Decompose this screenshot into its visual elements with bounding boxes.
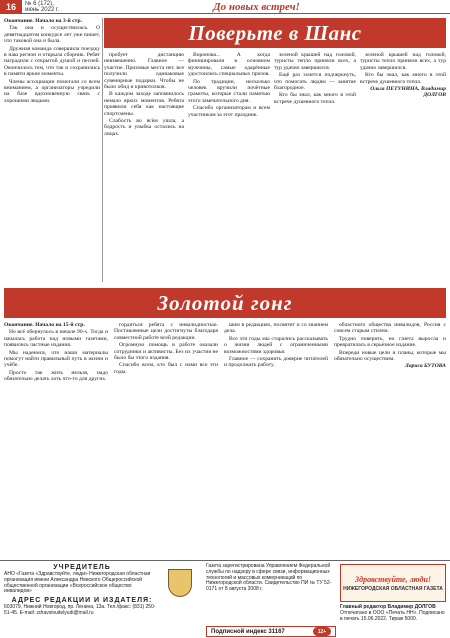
page-header — [0, 0, 450, 14]
article1-lead: Окончание. Начало на 3-й стр. — [4, 18, 82, 24]
article2-paragraph: Спасибо всем, кто был с нами все эти годы. — [114, 362, 218, 375]
article1-column-1 — [4, 18, 100, 282]
article1-paragraph: По традиции, несколько человек вручили почётные грамоты, которые стали памятью этого замечательного дня. — [188, 78, 270, 104]
article1-paragraph: Так она и осуществилась. О девятнадцатом конкурсе лет уже пишет, что таковой она и была. — [4, 25, 100, 45]
article1-paragraph: Ещё раз хочется подчеркнуть, что помогать людям — занятие благородное. — [274, 72, 356, 92]
article2-paragraph: Все эти годы мы старались рассказывать о жизни людей с ограниченными возможностями здоровья. — [224, 335, 328, 355]
article2-paragraph: Просто так жить нельзя, надо обязательно делать хоть что-то для других. — [4, 369, 108, 383]
founder-block — [4, 564, 160, 617]
article2-paragraph: Но всё обернулось в начале 90-х. Тогда и началась работа над новыми газетами, появились частные издания. — [4, 329, 108, 349]
age-rating-badge: 12+ — [313, 627, 331, 636]
article1-paragraph: В каждом заходе запомнилось немало ярких моментов. Ребята проявили себя как настоящие спортсмены. — [104, 91, 184, 117]
article2-paragraph: Трудно поверить, но газета выросла и превратилась в серьёзное издание. — [334, 335, 446, 349]
article1-paragraph: зеленой крышей над головой, туристы тепло приняли всех, а тур удачно завершился. — [274, 52, 356, 71]
article1-paragraph: Кто бы знал, как много в этой встрече душевного тепла. — [274, 92, 356, 105]
article1-paragraph: зеленой крышей над головой, туристы тепло приняли всех, а тур удачно завершился. — [360, 52, 446, 71]
registration-text: Газета зарегистрирована Управлением Федеральной службы по надзору в сфере связи, информационных технологий и массовых коммуникаций по Нижегородской области. Свидетельство ПИ № ТУ 52-0171 от 8 августа 2008 г. — [206, 563, 332, 593]
registration-block — [206, 564, 336, 593]
article2-column-4 — [334, 322, 446, 556]
coat-of-arms-icon — [168, 569, 192, 597]
article1-paragraph: Члены ассоциации помогали со всем вниманием, а организаторы учредили на базе вдохновенную связь с хорошими людьми. — [4, 78, 100, 104]
subscription-box — [206, 626, 336, 637]
article1-paragraph: Спасибо организаторам и всем участникам за этот праздник. — [188, 105, 270, 118]
article1-paragraph: Дружная команда совершила поездку в наш регион и открыла сборник. Ребят наградили с открытой душой и песней. Окончилось тем, что так и сохранились в памяти яркие моменты. — [4, 45, 100, 78]
article2-column-2 — [114, 322, 218, 556]
article2-column-3 — [224, 322, 328, 556]
article2-column-1 — [4, 322, 108, 556]
article1-signature: Ольга ПЕТУНИНА, Владимир ДОЛГОВ — [370, 86, 446, 99]
article1-paragraph: пробует дистанцию невзвешенно. Главное — участие. Призовые места нет, все получили одинаковые сувенирные подарки. Чтобы не было обид и кривотолков. — [104, 52, 184, 91]
article1-paragraph: Слабость во всём ушла, а бодрость и улыбка остались на лицах. — [104, 118, 184, 137]
article2-paragraph: Главное — сохранить доверие читателей и продолжать работу. — [224, 356, 328, 369]
address-title: АДРЕС РЕДАКЦИИ И ИЗДАТЕЛЯ: — [11, 597, 153, 605]
header-tagline: До новых встреч! — [213, 0, 300, 13]
article2-paragraph: Огромную помощь в работе оказали сотрудники и активисты. Без их участия не было бы этого издания. — [114, 342, 218, 362]
article1-column-2 — [104, 52, 184, 282]
article1-column-4 — [274, 52, 356, 282]
founder-text: АНО «Газета «Здравствуйте, люди» Нижегородская областная организация имени Александра Невского Общероссийской общественной организации «Всероссийское общество инвалидов» — [4, 571, 151, 595]
print-info: Отпечатано в ООО «Печать НН». Подписано в печать 15.06.2022. Тираж 5000. — [340, 609, 445, 622]
page-footer — [0, 560, 450, 638]
article1-title: Поверьте в Шанс — [104, 18, 446, 48]
article1-paragraph: Воронова... А когда финишировали в основном мужчины, самые одарённые удостоились специальных призов. — [188, 52, 270, 78]
article2-paragraph: гордиться ребята с инвалидностью. Поставленные цели достигнуты благодаря совместной работе всей редакции. — [114, 322, 218, 341]
article2-lead: Окончание. Начало на 15-й стр. — [4, 322, 85, 328]
article2-paragraph: Впереди новые цели и планы, которые мы обязательно осуществим. — [334, 349, 446, 363]
article1-column-3 — [188, 52, 270, 282]
article2-signature: Лариса БУТОВА — [404, 363, 446, 370]
address-text: 603079, Нижний Новгород, пр. Ленина, 13а. Тел./факс: (831) 250-51-45. E-mail: zdravstvuitelyudi@mail.ru — [4, 604, 156, 616]
column-divider — [102, 18, 103, 282]
newspaper-logo — [340, 564, 446, 602]
logo-title: Здравствуйте, люди! — [354, 574, 432, 584]
article2-title: Золотой гонг — [4, 288, 446, 318]
editor-name: Главный редактор Владимир ДОЛГОВ — [340, 604, 436, 610]
logo-subtitle: НИЖЕГОРОДСКАЯ ОБЛАСТНАЯ ГАЗЕТА — [343, 585, 443, 592]
article2-paragraph: областного общества инвалидов, Россия с совсем старым стилем. — [334, 322, 446, 335]
page-number: 16 — [0, 0, 22, 14]
article1-paragraph: Кто бы знал, как много в этой встрече душевного тепла. — [360, 72, 446, 85]
article1-column-5 — [360, 52, 446, 282]
founder-title: УЧРЕДИТЕЛЬ — [53, 564, 111, 571]
article2-paragraph: шим в редакциях, посвятит и со знанием дела. — [224, 322, 328, 335]
subscription-index: Подписной индекс 31167 — [211, 628, 285, 635]
issue-info: № 6 (172), июнь 2022 г. — [25, 0, 60, 13]
article2-paragraph: Мы надеемся, что наши материалы помогут найти правильный путь в жизни и учёбе. — [4, 349, 108, 369]
editor-block — [340, 605, 446, 622]
